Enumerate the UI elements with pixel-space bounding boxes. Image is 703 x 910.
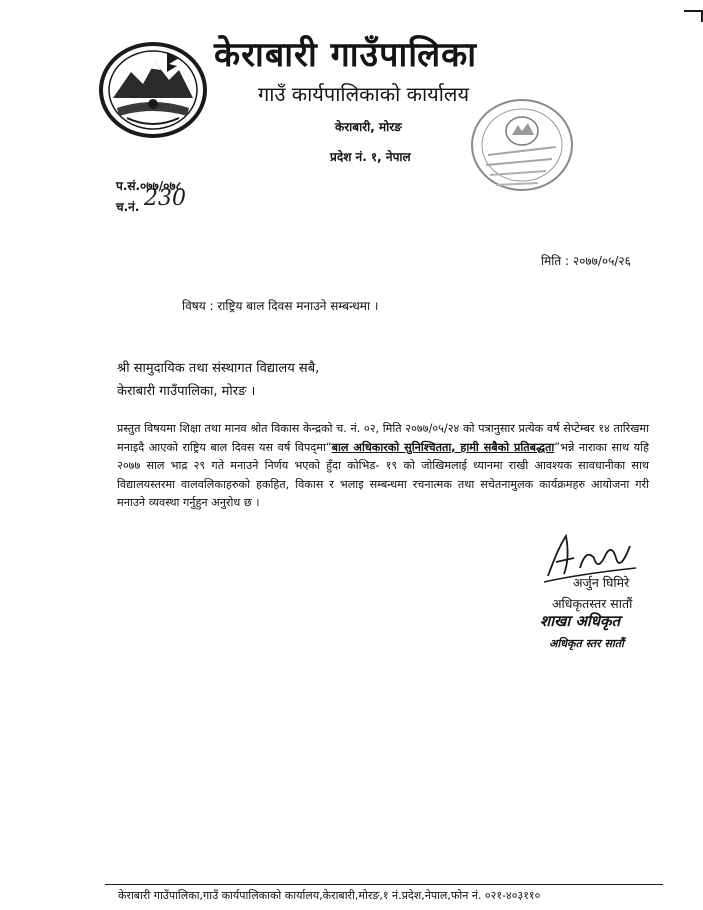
signatory-title: अधिकृतस्तर सातौं (552, 596, 633, 611)
nepal-emblem-logo-icon (97, 38, 209, 138)
letter-body-paragraph (117, 420, 649, 513)
organization-name: केराबारी गाउँपालिका (214, 35, 478, 75)
footer-contact: केराबारी गाउँपालिका,गाउँ कार्यपालिकाको कार्यालय,केराबारी,मोरङ,१ नं.प्रदेश,नेपाल,फोन नं. ०२१-४०३११० (118, 889, 541, 902)
signatory-name: अर्जुन घिमिरे (573, 575, 630, 590)
body-text: ”भन्ने नाराका साथ यहि २०७७ साल भाद्र २९ गते मनाउने निर्णय भएको हुँदा कोभिड- १९ को जोखिमलाई ध्यानमा राखी आवश्यक सावधानीका साथ विद्यालयस्तरमा वालवलिकाहरुको हकहित, विकास र भलाइ सम्बन्धमा रचनात्मक तथा सचेतनामुलक कार्यक्रमहरु आयोजना गरी मनाउने व्यवस्था गर्नुहुन अनुरोध छ । (117, 440, 649, 510)
dispatch-number-handwritten: 230 (144, 186, 186, 211)
footer-divider (105, 884, 663, 885)
office-province: प्रदेश नं. १, नेपाल (330, 150, 411, 164)
letter-subject: विषय : राष्ट्रिय बाल दिवस मनाउने सम्बन्धमा । (182, 299, 379, 313)
recipient-line: श्री सामुदायिक तथा संस्थागत विद्यालय सबै, (117, 361, 320, 376)
office-address: केराबारी, मोरङ (335, 120, 402, 134)
designation-stamp: शाखा अधिकृत (540, 612, 621, 630)
letter-date: मिति : २०७७/०५/२६ (541, 254, 631, 268)
office-seal-stamp-icon (460, 95, 580, 200)
body-slogan-bold: बाल अधिकारको सुनिश्चितता, हामी सबैको प्रतिबद्धता (331, 440, 555, 454)
reference-number: प.सं.०७७/०७८ (116, 179, 182, 193)
dispatch-number-label: च.नं. (116, 200, 140, 214)
designation-stamp-subline: अधिकृत स्तर सातौं (549, 637, 624, 650)
recipient-line: केराबारी गाउँपालिका, मोरङ । (117, 384, 256, 399)
office-name: गाउँ कार्यपालिकाको कार्यालय (258, 82, 470, 106)
body-text: प्रस्तुत विषयमा शिक्षा तथा मानव श्रोत विकास केन्द्रको च. नं. ०२, मिति २०७७/०५/२४ को पत्रानुसार प्रत्येक वर्ष सेप्टेम्बर १४ तारिखमा मनाइदै आएको राष्ट्रिय बाल दिवस यस वर्ष विपद्‌मा“ (117, 422, 649, 454)
